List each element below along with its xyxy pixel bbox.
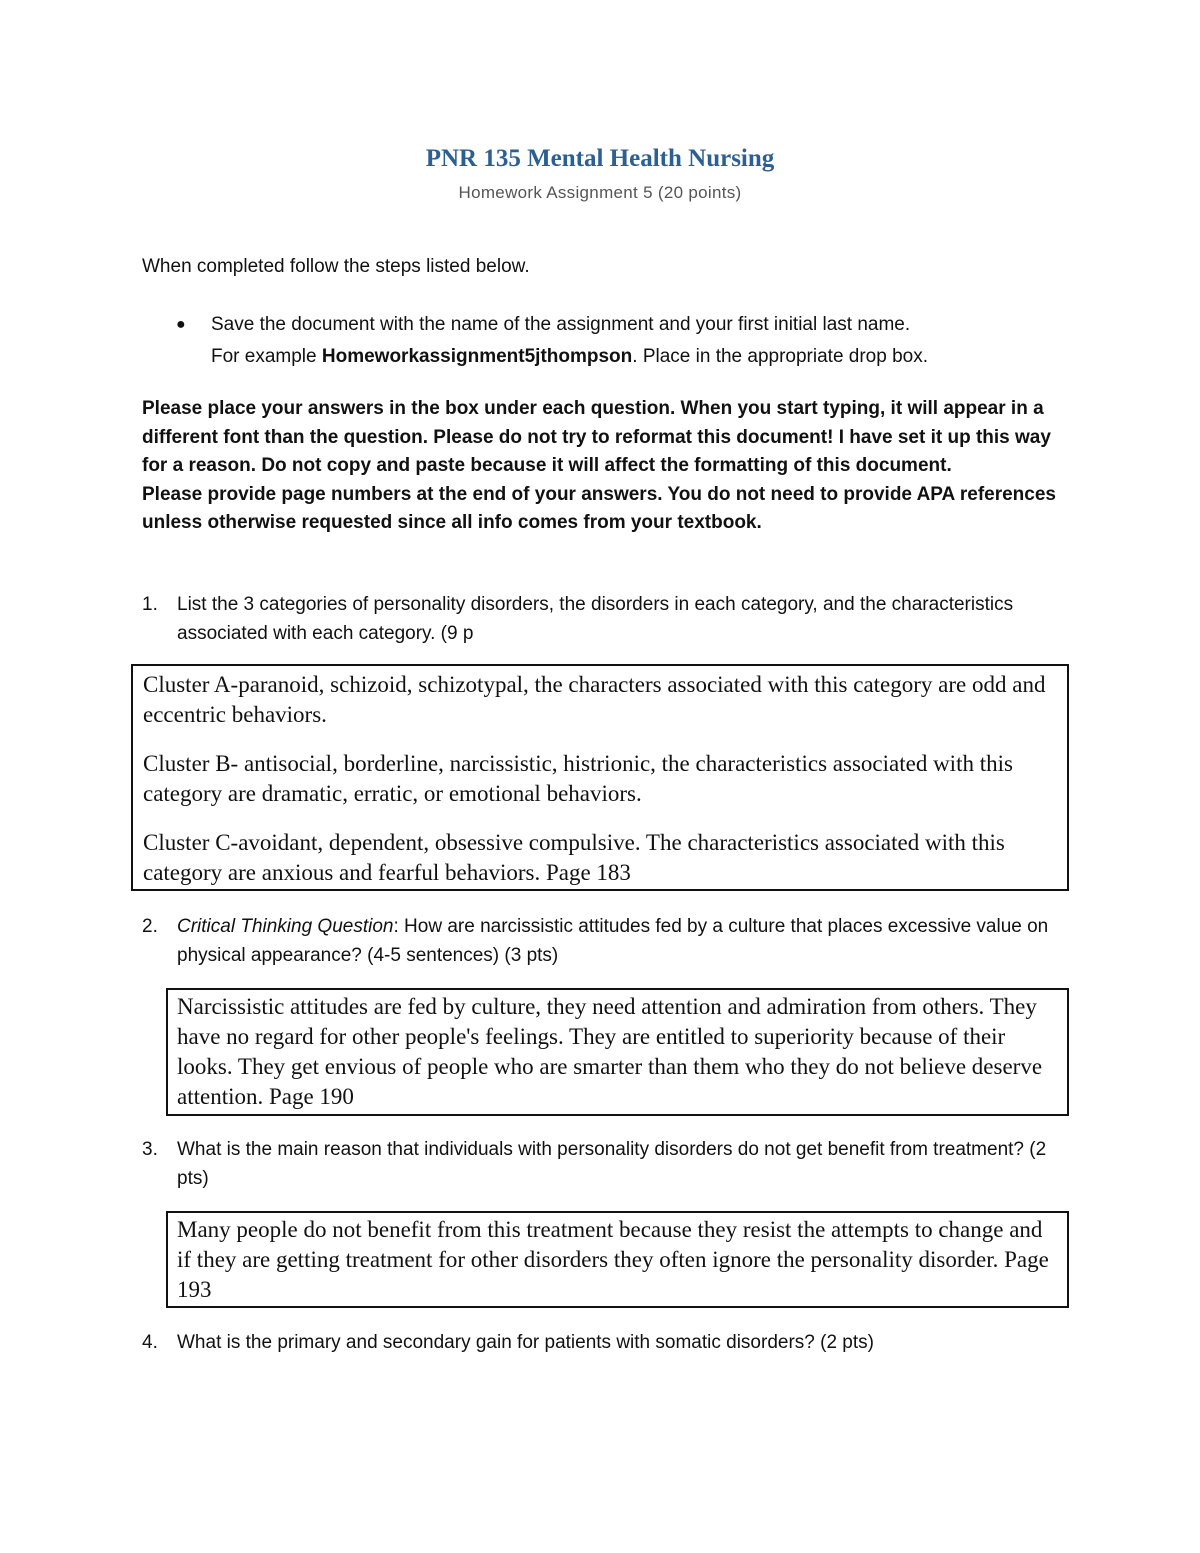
question-text: What is the main reason that individuals with personality disorders do not get benefit from treatment? (2 pts)	[177, 1139, 1047, 1189]
question-number: 3.	[142, 1139, 158, 1160]
question-text: What is the primary and secondary gain for patients with somatic disorders? (2 pts)	[177, 1332, 874, 1353]
instructions-paragraph-1: Please place your answers in the box under each question. When you start typing, it will appear in a different font than the question. Please do not try to reformat this document! I have set it up this way for a reason. Do not copy and paste because it will affect the formatting of this document.	[142, 398, 1051, 476]
intro-text: When completed follow the steps listed below.	[142, 256, 530, 277]
bullet-line-2-suffix: . Place in the appropriate drop box.	[632, 346, 929, 367]
document-title: PNR 135 Mental Health Nursing	[425, 145, 775, 172]
document-subtitle: Homework Assignment 5 (20 points)	[458, 183, 742, 202]
answer-instructions	[142, 395, 1067, 538]
answer-paragraph: Many people do not benefit from this treatment because they resist the attempts to change and if they are getting treatment for other disorders they often ignore the personality disorder. Page 193	[177, 1217, 1049, 1302]
answer-paragraph: Cluster B- antisocial, borderline, narcissistic, histrionic, the characteristics associated with this category are dramatic, erratic, or emotional behaviors.	[143, 751, 1013, 806]
example-filename: Homeworkassignment5jthompson	[321, 346, 633, 367]
question-text	[177, 912, 1067, 970]
instructions-paragraph-2: Please provide page numbers at the end of your answers. You do not need to provide APA references unless otherwise requested since all info comes from your textbook.	[142, 483, 1056, 533]
question-number: 2.	[142, 916, 158, 937]
bullet-line-2-prefix: For example	[211, 346, 322, 367]
answer-paragraph: Cluster A-paranoid, schizoid, schizotypal, the characters associated with this category are odd and eccentric behaviors.	[143, 672, 1046, 727]
bullet-line-1: Save the document with the name of the assignment and your first initial last name.	[211, 314, 911, 335]
answer-box-2[interactable]	[166, 988, 1069, 1116]
question-label: Critical Thinking Question	[177, 916, 394, 937]
answer-paragraph: Narcissistic attitudes are fed by culture, they need attention and admiration from others. They have no regard for other people's feelings. They are entitled to superiority because of their looks. They get envious of people who are smarter than them who they do not believe deserve attention. Page 190	[177, 994, 1043, 1109]
question-body: : How are narcissistic attitudes fed by a culture that places excessive value on physical appearance? (4-5 sentences) (3 pts)	[177, 916, 1049, 966]
answer-box-1[interactable]	[131, 664, 1069, 891]
question-number: 1.	[142, 594, 158, 615]
bullet-icon: ●	[176, 316, 186, 333]
question-text: List the 3 categories of personality disorders, the disorders in each category, and the characteristics associated with each category. (9 p	[177, 594, 1014, 644]
bullet-text	[211, 309, 1071, 373]
answer-box-3[interactable]	[166, 1211, 1069, 1308]
question-number: 4.	[142, 1332, 158, 1353]
answer-paragraph: Cluster C-avoidant, dependent, obsessive compulsive. The characteristics associated with this category are anxious and fearful behaviors. Page 183	[143, 830, 1005, 885]
